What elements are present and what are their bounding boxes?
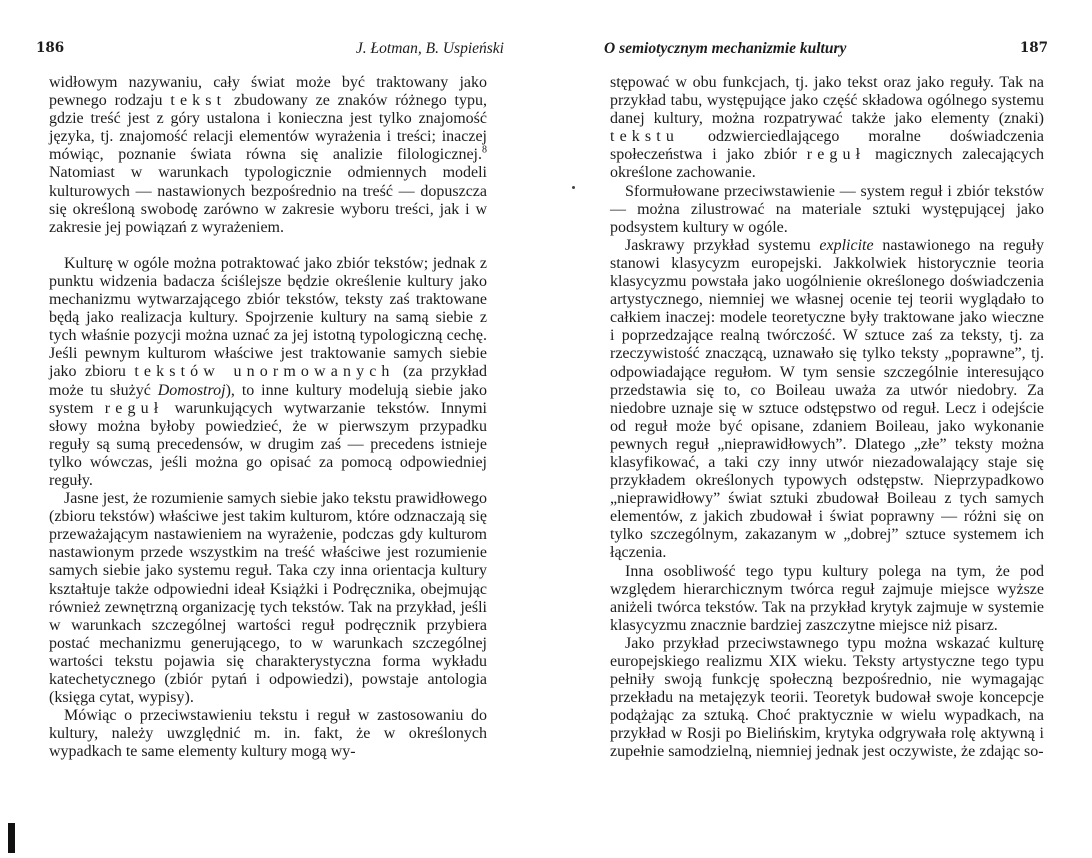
text-run: nastawionego na reguły stanowi klasycyzm europejski. Jakkolwiek historycznie teoria klasycyzmu powstała jako uogólnienie określonego doświadczenia artystycznego, niemniej we własnej ocenie tej teorii wyglądało to całkiem inaczej: modele teoretyczne były traktowane jako wieczne i poprzedzające realną twórczość. W sztuce zaś za teksty, tj. za rzeczywistość znaczącą, uznawało się tylko teksty „poprawne”, tj. odpowiadające regułom. W tym sensie szczególnie interesująco przedstawia się to, co Boileau uważa za utwór niedobry. Za niedobre uznaje się w sztuce odstępstwo od reguł. Lecz i odejście od reguł może być opisane, zdaniem Boileau, jako wykonanie pewnych reguł „nieprawidłowych”. Dlatego „złe” teksty można klasyfikować, a taki czy inny utwór niezadowalający staje się przykładem określonych typowych odstępstw. Nieprzypadkowo „nieprawidłowy” świat sztuki zbudował Boileau z tych samych elementów, z jakich zbudował i świat poprawny — różni się on tylko szczególnym, zakazanym w „dobrej” sztuce systemem ich łączenia. bbox=[610, 236, 1044, 562]
text-run: Jaskrawy przykład systemu bbox=[625, 236, 820, 254]
right-text-block bbox=[610, 74, 1044, 762]
italic-title: Domostroj bbox=[157, 381, 226, 399]
italic-term: explicite bbox=[819, 236, 874, 254]
spaced-term: reguł bbox=[104, 399, 164, 417]
spaced-term: tekst bbox=[170, 92, 227, 110]
text-run: Natomiast w warunkach typologicznie odmiennych modeli kulturowych — nastawionych bezpośrednio na treść — dopuszcza się określoną swobodę zarówno w zakresie wyboru treści, jak i w zakresie jej powiązań z wyrażeniem. bbox=[49, 164, 487, 236]
spaced-term: tekstów unormowanych bbox=[134, 363, 395, 381]
right-paragraph-3 bbox=[610, 237, 1044, 563]
left-text-block bbox=[49, 74, 487, 761]
text-run: zbudowany ze znaków różnego typu, gdzie treść jest z góry ustalona i konieczna jest tylko znajomość języka, tj. znajomość relacji elementów wyrażenia i treści; inaczej mówiąc, poznanie świata równa się analizie filologicznej. bbox=[49, 92, 487, 164]
left-paragraph-2 bbox=[49, 255, 487, 490]
right-paragraph-2: Sformułowane przeciwstawienie — system reguł i zbiór tekstów — można zilustrować na materiale sztuki występującej jako podsystem kultury w ogóle. bbox=[610, 182, 1044, 236]
text-run: stępować w obu funkcjach, tj. jako tekst oraz jako reguły. Tak na przykład tabu, występujące jako część składowa ogólnego systemu danej kultury, można rozpatrywać także jako elementy (znaki) bbox=[610, 74, 1044, 128]
text-run: ), to inne kultury modelują siebie jako system bbox=[49, 381, 488, 417]
right-page bbox=[546, 0, 1092, 858]
text-run: Kulturę w ogóle można potraktować jako zbiór tekstów; jednak z punktu widzenia badacza ściślejsze będzie określenie kultury jako mechanizmu wytwarzającego zbiór tekstów, teksty zaś traktowane będą jako realizacja kultury. Spojrzenie kultury na samą siebie z tych właśnie pozycji można uznać za jej istotną typologiczną cechę. Jeśli pewnym kulturom właściwe jest traktowanie samych siebie jako zbioru bbox=[49, 254, 487, 381]
right-paragraph-5: Jako przykład przeciwstawnego typu można wskazać kulturę europejskiego realizmu XIX wieku. Teksty artystyczne tego typu pełniły swoją funkcję społeczną bezpośrednio, nie wymagając przekładu na metajęzyk teorii. Teoretyk budował swoje koncepcje podążając za sztuką. Choć praktycznie w wielu wypadkach, na przykład w Rosji po Bielińskim, krytyka odgrywała rolę aktywną i zupełnie samodzielną, niemniej jednak jest oczywiste, że zdając so- bbox=[610, 634, 1044, 761]
right-page-number: 187 bbox=[1019, 40, 1048, 56]
spaced-term: reguł bbox=[806, 146, 866, 164]
left-page-number: 186 bbox=[36, 40, 65, 56]
text-run: odzwierciedlającego moralne doświadczenia społeczeństwa i jako zbiór bbox=[610, 128, 1044, 164]
footnote-ref: 8 bbox=[482, 145, 487, 157]
right-page-header bbox=[604, 40, 1048, 58]
right-paragraph-1 bbox=[610, 74, 1044, 183]
binding-mark bbox=[8, 823, 15, 853]
left-paragraph-1 bbox=[49, 74, 487, 237]
text-run: (za przykład może tu służyć bbox=[49, 363, 487, 399]
right-paragraph-4: Inna osobliwość tego typu kultury polega na tym, że pod względem hierarchicznym twórca reguł zajmuje miejsce wyższe aniżeli twórca tekstów. Tak na przykład krytyk zajmuje w systemie klasycyzmu znacznie bardziej zaszczytne miejsce niż pisarz. bbox=[610, 562, 1044, 634]
left-page-header bbox=[36, 40, 504, 58]
right-running-title: O semiotycznym mechanizmie kultury bbox=[604, 40, 847, 57]
spaced-term: tekstu bbox=[610, 128, 679, 146]
left-paragraph-4: Mówiąc o przeciwstawieniu tekstu i reguł w zastosowaniu do kultury, należy uwzględnić m. in. fakt, że w określonych wypadkach te same elementy kultury mogą wy- bbox=[49, 707, 487, 761]
left-paragraph-3: Jasne jest, że rozumienie samych siebie jako tekstu prawidłowego (zbioru tekstów) właściwe jest takim kulturom, które odznaczają się przeważającym nastawieniem na wyrażenie, podczas gdy kulturom nastawionym przede wszystkim na treść właściwe jest rozumienie samych siebie jako systemu reguł. Taka czy inna orientacja kultury kształtuje także odpowiedni ideał Książki i Podręcznika, obejmując również zewnętrzną organizację tych tekstów. Tak na przykład, jeśli w warunkach szczególnej wartości reguł podręcznik przybiera postać mechanizmu generującego, to w warunkach szczególnej wartości tekstu pojawia się charakterystyczna forma wykładu katechetycznego (zbiór pytań i odpowiedzi), powstaje antologia (księga cytat, wypisy). bbox=[49, 490, 487, 707]
left-running-title: J. Łotman, B. Uspieński bbox=[355, 40, 504, 57]
text-run: magicznych zalecających określone zachowanie. bbox=[610, 146, 1044, 182]
text-run: warunkujących wytwarzanie tekstów. Innymi słowy można byłoby powiedzieć, że w pierwszym przypadku reguły są sumą precedensów, w drugim zaś — precedens istnieje tylko wówczas, jeśli można go opisać za pomocą odpowiedniej reguły. bbox=[49, 399, 487, 489]
scan-speck bbox=[572, 186, 575, 189]
text-run: widłowym nazywaniu, cały świat może być traktowany jako pewnego rodzaju bbox=[49, 74, 487, 110]
